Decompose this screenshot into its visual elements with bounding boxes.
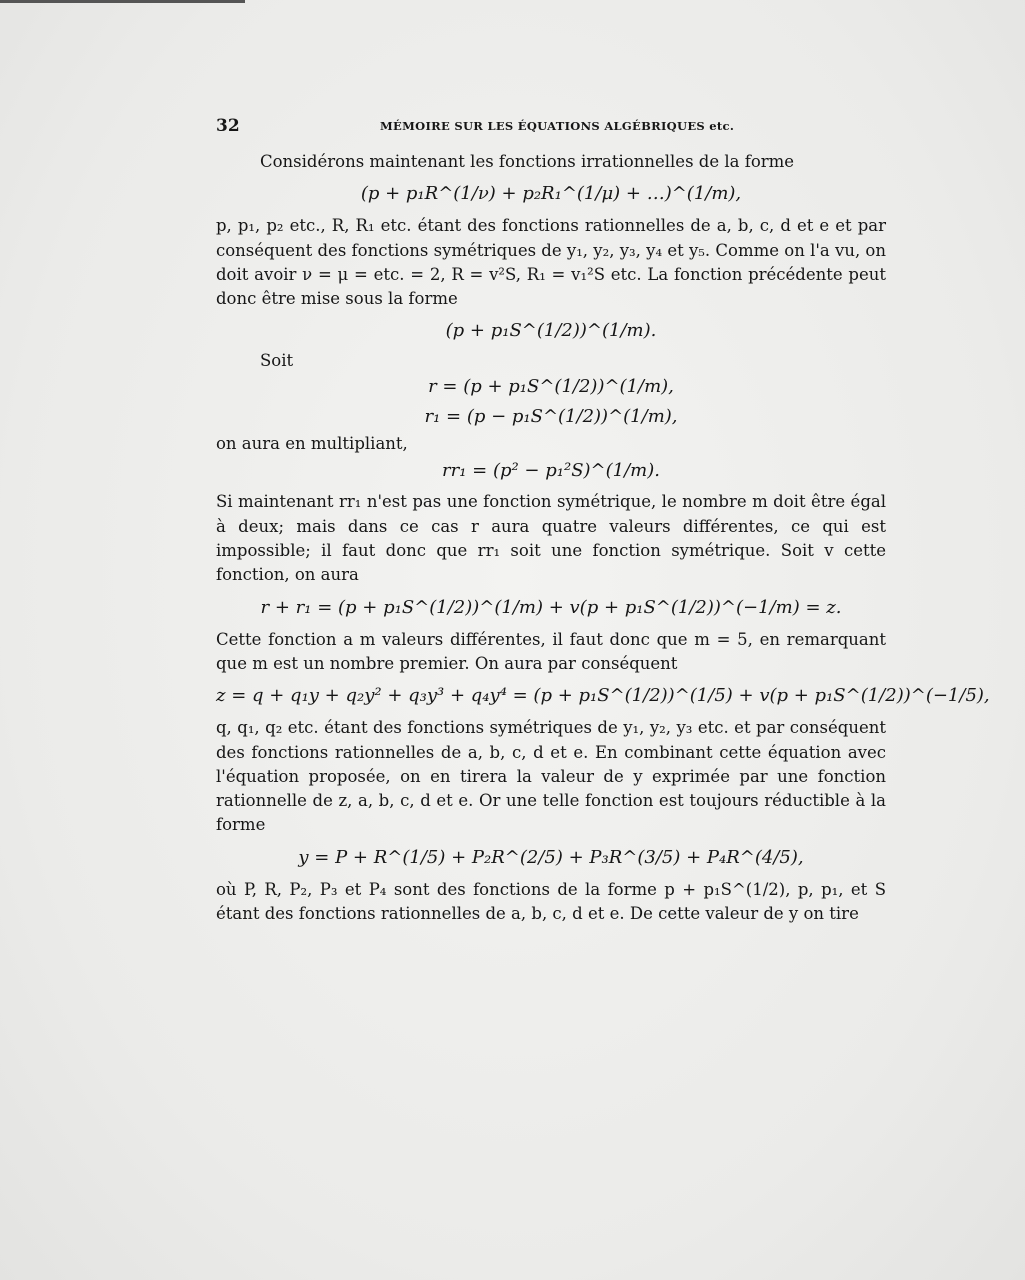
page-body [216, 150, 990, 926]
formula-z-expansion: z = q + q₁y + q₂y² + q₃y³ + q₄y⁴ = (p + p₁S^(1/2))^(1/5) + v(p + p₁S^(1/2))^(−1/5), [216, 685, 990, 707]
paragraph-1: Considérons maintenant les fonctions irrationnelles de la forme [260, 152, 795, 171]
formula-y: y = P + R^(1/5) + P₂R^(2/5) + P₃R^(3/5) + P₄R^(4/5), [298, 846, 804, 868]
formula-reduced-form: (p + p₁S^(1/2))^(1/m). [445, 320, 657, 342]
paragraph-3: on aura en multipliant, [216, 434, 408, 454]
page-header [216, 116, 886, 138]
page-number: 32 [216, 116, 240, 136]
paragraph-6: q, q₁, q₂ etc. étant des fonctions symétriques de y₁, y₂, y₃ etc. et par conséquent des fonctions rationnelles de a, b, c, d et e. En combinant cette équation avec l'équation proposée, on en tirera la valeur de y exprimée par une fonction rationnelle de z, a, b, c, d et e. Or une telle fonction est toujours réductible à la forme [216, 718, 886, 835]
running-title: MÉMOIRE SUR LES ÉQUATIONS ALGÉBRIQUES etc. [380, 119, 735, 133]
formula-z: r + r₁ = (p + p₁S^(1/2))^(1/m) + v(p + p₁S^(1/2))^(−1/m) = z. [260, 596, 842, 618]
paragraph-4: Si maintenant rr₁ n'est pas une fonction symétrique, le nombre m doit être égal à deux; mais dans ce cas r aura quatre valeurs différentes, ce qui est impossible; il faut donc que rr₁ soit une fonction symétrique. Soit v cette fonction, on aura [216, 492, 886, 585]
paragraph-7: où P, R, P₂, P₃ et P₄ sont des fonctions de la forme p + p₁S^(1/2), p, p₁, et S étant des fonctions rationnelles de a, b, c, d et e. De cette valeur de y on tire [216, 879, 886, 924]
top-rule [0, 0, 245, 3]
formula-r1: r₁ = (p − p₁S^(1/2))^(1/m), [424, 406, 678, 428]
formula-irrational-function: (p + p₁R^(1/ν) + p₂R₁^(1/μ) + …)^(1/m), [360, 183, 742, 205]
soit-label: Soit [260, 351, 294, 371]
paragraph-5: Cette fonction a m valeurs différentes, il faut donc que m = 5, en remarquant que m est un nombre premier. On aura par conséquent [216, 629, 886, 673]
paragraph-2: p, p₁, p₂ etc., R, R₁ etc. étant des fonctions rationnelles de a, b, c, d et e et par conséquent des fonctions symétriques de y₁, y₂, y₃, y₄ et y₅. Comme on l'a vu, on doit avoir ν = μ = etc. = 2, R = v²S, R₁ = v₁²S etc. La fonction précédente peut donc être mise sous la forme [216, 216, 886, 309]
formula-r: r = (p + p₁S^(1/2))^(1/m), [428, 376, 674, 398]
formula-rr1: rr₁ = (p² − p₁²S)^(1/m). [442, 460, 660, 482]
